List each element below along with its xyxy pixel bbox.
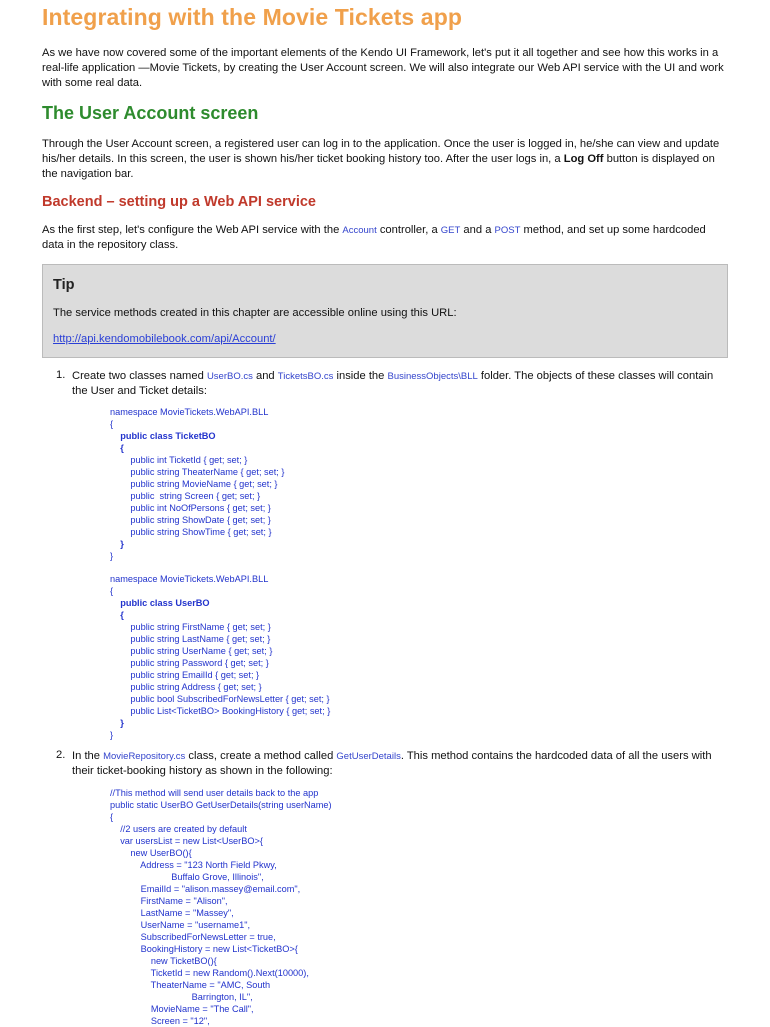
step-2-text: In the MovieRepository.cs class, create a method called GetUserDetails. This method contains the hardcoded data of all the users with their ticket-booking history as shown in the following: <box>72 750 712 777</box>
tip-url-link[interactable]: http://api.kendomobilebook.com/api/Account/ <box>53 333 276 345</box>
tip-text: The service methods created in this chapter are accessible online using this URL: <box>53 307 457 319</box>
step-1-text: Create two classes named UserBO.cs and TicketsBO.cs inside the BusinessObjects\BLL folder. The objects of these classes will contain the User and Ticket details: <box>72 370 714 397</box>
tip-box <box>42 264 728 358</box>
code-block-ticketbo: namespace MovieTickets.WebAPI.BLL { public class TicketBO { public int TicketId { get; set; } public string TheaterName { get; set; } public string MovieName { get; set; } public string Screen { get; set; } public int NoOfPersons { get; set; } public string ShowDate { get; set; } public string ShowTime { get; set; } } } <box>110 407 285 561</box>
step-2-number: 2. <box>56 749 66 761</box>
user-account-paragraph: Through the User Account screen, a registered user can log in to the application. Once the user is logged in, he/she can view and update his/her details. In this screen, the user is shown his/her ticket booking history too. After the user logs in, a Log Off button is displayed on the navigation bar. <box>42 138 720 180</box>
tip-title: Tip <box>53 277 75 293</box>
step-1-number: 1. <box>56 369 66 381</box>
code-block-userbo: namespace MovieTickets.WebAPI.BLL { public class UserBO { public string FirstName { get; set; } public string LastName { get; set; } public string UserName { get; set; } public string Password { get; set; } public string EmailId { get; set; } public string Address { get; set; } public bool SubscribedForNewsLetter { get; set; } public List<TicketBO> BookingHistory { get; set; } } } <box>110 574 331 740</box>
code-block-getuserdetails: //This method will send user details back to the app public static UserBO GetUserDetails(string userName) { //2 users are created by default var usersList = new List<UserBO>{ new UserBO(){ Address = "123 North Field Pkwy, Buffalo Grove, Illinois", EmailId = "alison.massey@email.com", FirstName = "Alison", LastName = "Massey", UserName = "username1", SubscribedForNewsLetter = true, BookingHistory = new List<TicketBO>{ new TicketBO(){ TicketId = new Random().Next(10000), TheaterName = "AMC, South Barrington, IL", MovieName = "The Call", Screen = "12", <box>110 788 332 1026</box>
page-title: Integrating with the Movie Tickets app <box>42 4 462 30</box>
intro-paragraph: As we have now covered some of the important elements of the Kendo UI Framework, let's put it all together and see how this works in a real-life application —Movie Tickets, by creating the User Account screen. We will also integrate our Web API service with the UI and work with some real data. <box>42 47 724 89</box>
section-heading-backend: Backend – setting up a Web API service <box>42 194 316 210</box>
backend-paragraph: As the first step, let's configure the Web API service with the Account controller, a GET and a POST method, and set up some hardcoded data in the repository class. <box>42 224 706 251</box>
section-heading-user-account: The User Account screen <box>42 103 259 123</box>
